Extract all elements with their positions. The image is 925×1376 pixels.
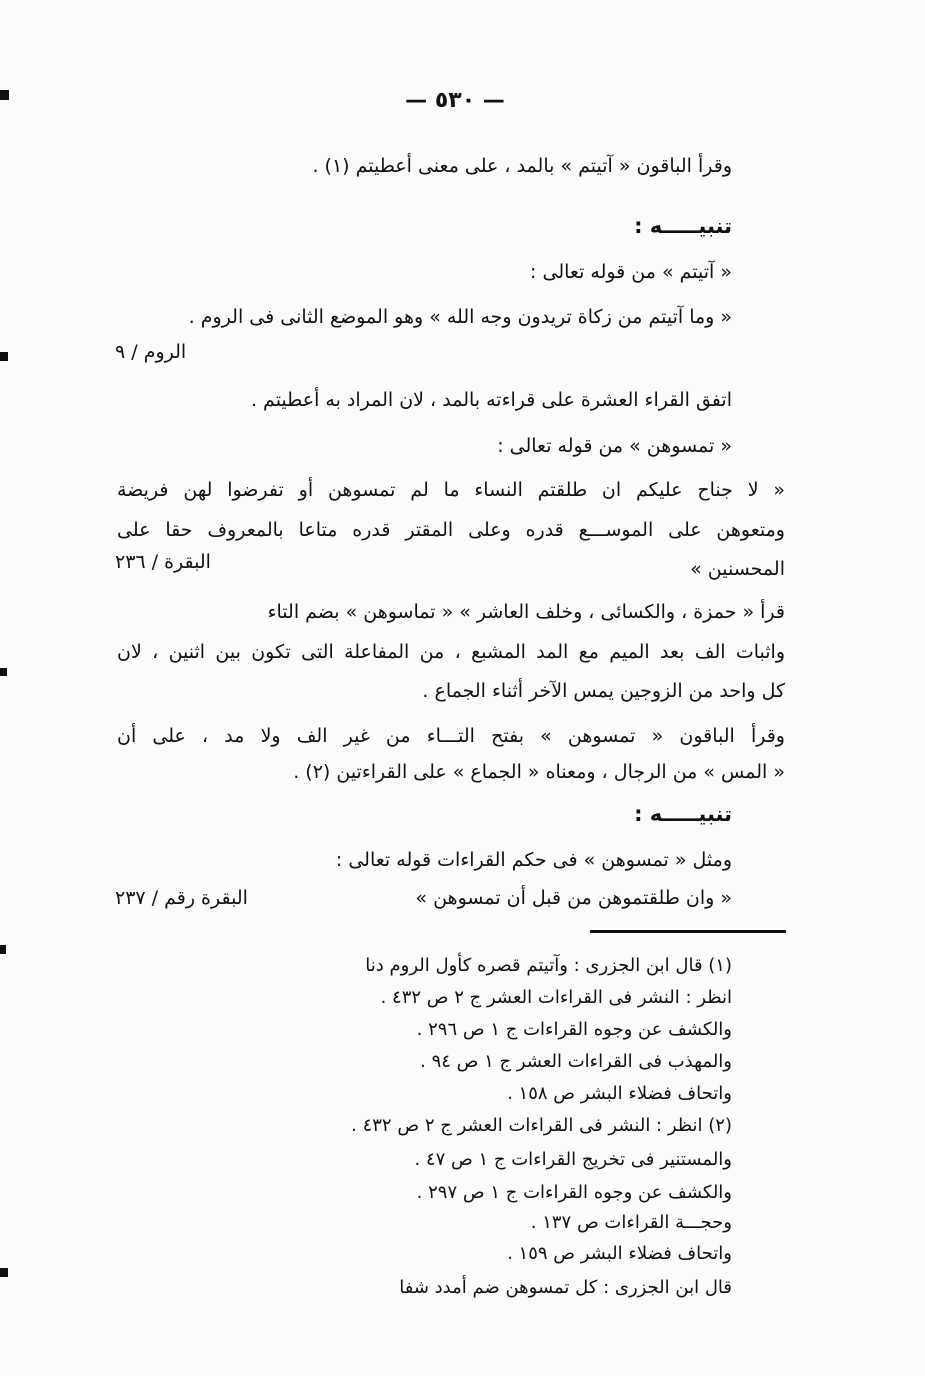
text-line: كل واحد من الزوجين يمس الآخر أثناء الجماع . [422,680,785,702]
footnote-line: والكشف عن وجوه القراءات ج ١ ص ٢٩٦ . [416,1019,732,1040]
quran-quote: « لا جناح عليكم ان طلقتم النساء ما لم تمسوهن أو تفرضوا لهن فريضة [117,479,785,501]
footnote-line: وحجـــة القراءات ص ١٣٧ . [530,1212,732,1233]
quran-quote: « وما آتيتم من زكاة تريدون وجه الله » وهو الموضع الثانى فى الروم . [188,306,732,328]
text-line: « المس » من الرجال ، ومعناه « الجماع » على القراءتين (٢) . [293,761,785,783]
footnote-line: والمهذب فى القراءات العشر ج ١ ص ٩٤ . [420,1051,732,1072]
footnote-line: قال ابن الجزرى : كل تمسوهن ضم أمدد شفا [399,1277,732,1298]
text-line: واثبات الف بعد الميم مع المد المشبع ، من المفاعلة التى تكون بين اثنين ، لان [117,641,785,663]
text-line: وقرأ الباقون « آتيتم » بالمد ، على معنى أعطيتم (١) . [312,155,732,177]
footnote-separator [590,930,786,933]
text-line: وقرأ الباقون « تمسوهن » بفتح التـــاء من غير الف ولا مد ، على أن [117,725,785,747]
footnote-line: (١) قال ابن الجزرى : وآتيتم قصره كأول الروم دنا [365,955,732,976]
margin-mark [0,668,7,676]
verse-reference: الروم / ٩ [115,341,187,363]
verse-reference: البقرة / ٢٣٦ [115,551,211,573]
quran-quote: المحسنين » [690,558,785,580]
quran-quote: « وان طلقتموهن من قبل أن تمسوهن » [415,887,732,909]
footnote-line: والمستنير فى تخريج القراءات ج ١ ص ٤٧ . [414,1149,732,1170]
verse-reference: البقرة رقم / ٢٣٧ [115,887,248,909]
footnote-line: انظر : النشر فى القراءات العشر ج ٢ ص ٤٣٢ . [380,987,732,1008]
footnote-line: والكشف عن وجوه القراءات ج ١ ص ٢٩٧ . [416,1182,732,1203]
margin-mark [0,1268,8,1277]
margin-mark [0,945,6,954]
footnote-line: (٢) انظر : النشر فى القراءات العشر ج ٢ ص ٤٣٢ . [351,1115,732,1136]
margin-mark [0,90,9,100]
text-line: « آتيتم » من قوله تعالى : [530,261,732,283]
footnote-line: واتحاف فضلاء البشر ص ١٥٩ . [507,1243,732,1264]
footnote-line: واتحاف فضلاء البشر ص ١٥٨ . [507,1083,732,1104]
text-line: قرأ « حمزة ، والكسائى ، وخلف العاشر » « تماسوهن » بضم التاء [267,601,785,623]
section-heading: تنبيـــــه : [634,214,732,238]
page-number: — ٥٣٠ — [405,88,505,113]
quran-quote: ومتعوهن على الموســـع قدره وعلى المقتر قدره متاعا بالمعروف حقا على [117,519,785,541]
text-line: « تمسوهن » من قوله تعالى : [497,435,732,457]
margin-mark [0,352,8,361]
text-line: اتفق القراء العشرة على قراءته بالمد ، لان المراد به أعطيتم . [250,389,732,411]
section-heading: تنبيـــــه : [634,802,732,826]
text-line: ومثل « تمسوهن » فى حكم القراءات قوله تعالى : [335,849,732,871]
